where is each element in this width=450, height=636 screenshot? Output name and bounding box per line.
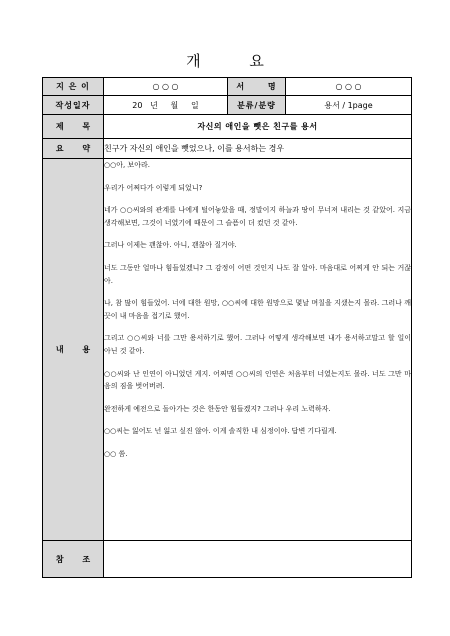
reference-value [104,541,412,578]
date-day-unit: 일 [191,100,199,110]
date-row [43,96,412,115]
subject-value: 자신의 애인을 뺏은 친구를 용서 [104,115,412,139]
signature-label: 서 명 [228,78,286,96]
content-paragraph: 그러나 이제는 괜찮아. 아니, 괜찮아 질거야. [104,241,237,250]
subject-label: 제 목 [43,115,104,139]
date-year: 20 [132,100,143,110]
content-paragraph: 네가 ○○씨와의 관계를 나에게 털어놓았을 때, 정말이지 하늘과 땅이 무너져 내리는 것 같았어. 지금 생각해보면, 그것이 너였기에 때문이 그 슬픔이 더 컸던 것 같아. [104,206,411,227]
content-body [104,159,412,541]
content-row [43,159,412,541]
date-value [104,96,228,115]
content-label: 내 용 [43,159,104,541]
summary-row [43,139,412,159]
reference-row [43,541,412,578]
category-label: 분류/분량 [228,96,286,115]
content-paragraph: ○○ 씀. [104,449,128,458]
date-month-unit: 월 [170,100,179,110]
summary-value: 친구가 자신의 애인을 뺏었으나, 이를 용서하는 경우 [104,139,412,159]
page-title: 개 요 [186,52,286,70]
content-paragraph: 나, 참 많이 힘들었어. 너에 대한 원망, ○○씨에 대한 원망으로 몇날 며칠을 지샜는지 몰라. 그러나 깨끗이 내 마음을 접기로 했어. [104,299,411,320]
subject-row [43,115,412,139]
content-paragraph: 완전하게 예전으로 돌아가는 것은 한동안 힘들겠지? 그러나 우리 노력하자. [104,404,331,413]
overview-form [42,77,412,578]
date-label: 작성일자 [43,96,104,115]
category-value: 용서 / 1page [286,96,412,115]
content-paragraph: ○○씨와 난 인연이 아니었던 게지. 어쩌면 ○○씨의 인연은 처음부터 너였는지도 몰라. 너도 그만 마음의 짐을 벗어버려. [104,369,411,391]
reference-label: 참 조 [43,541,104,578]
content-paragraph: 그리고 ○○씨와 너를 그만 용서하기로 했어. 그러나 어떻게 생각해보면 내가 용서하고말고 할 일이 아닌 것 같아. [104,334,411,355]
summary-label: 요 약 [43,139,104,159]
author-value: ○ ○ ○ [104,78,228,96]
content-paragraph: 우리가 어쩌다가 이렇게 되었니? [104,183,203,192]
content-paragraph: ○○씨는 잃어도 넌 잃고 싶진 않아. 이게 솔직한 내 심정이야. 답변 기다릴게. [104,427,337,436]
author-row [43,78,412,96]
content-paragraph: ○○아, 보아라. [104,161,150,169]
signature-value: ○ ○ ○ [286,78,412,96]
author-label: 지 은 이 [43,78,104,96]
date-year-unit: 년 [150,100,158,110]
content-paragraph: 너도 그동안 얼마나 힘들었겠니? 그 감정이 어떤 것인지 나도 잘 알아. 마음대로 어찌게 안 되는 거잖아. [104,263,411,285]
